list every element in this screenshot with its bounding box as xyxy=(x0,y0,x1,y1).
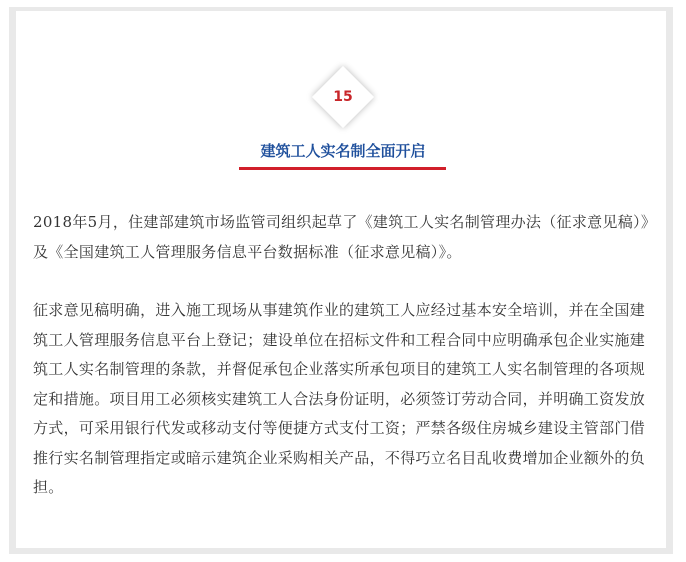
paragraph-details: 征求意见稿明确，进入施工现场从事建筑作业的建筑工人应经过基本安全培训，并在全国建筑工人管理服务信息平台上登记；建设单位在招标文件和工程合同中应明确承包企业实施建筑工人实名制管理的条款，并督促承包企业落实所承包项目的建筑工人实名制管理的各项规定和措施。项目用工必须核实建筑工人合法身份证明，必须签订劳动合同，并明确工资发放方式，可采用银行代发或移动支付等便捷方式支付工资；严禁各级住房城乡建设主管部门借推行实名制管理指定或暗示建筑企业采购相关产品，不得巧立名目乱收费增加企业额外的负担。 xyxy=(33,301,646,496)
paragraph-intro: 2018年5月，住建部建筑市场监管司组织起草了《建筑工人实名制管理办法（征求意见稿）》及《全国建筑工人管理服务信息平台数据标准（征求意见稿）》。 xyxy=(33,213,649,261)
section-title: 建筑工人实名制全面开启 xyxy=(260,142,426,160)
section-number: 15 xyxy=(333,89,353,105)
title-underline xyxy=(239,167,446,170)
section-number-badge xyxy=(312,66,374,128)
